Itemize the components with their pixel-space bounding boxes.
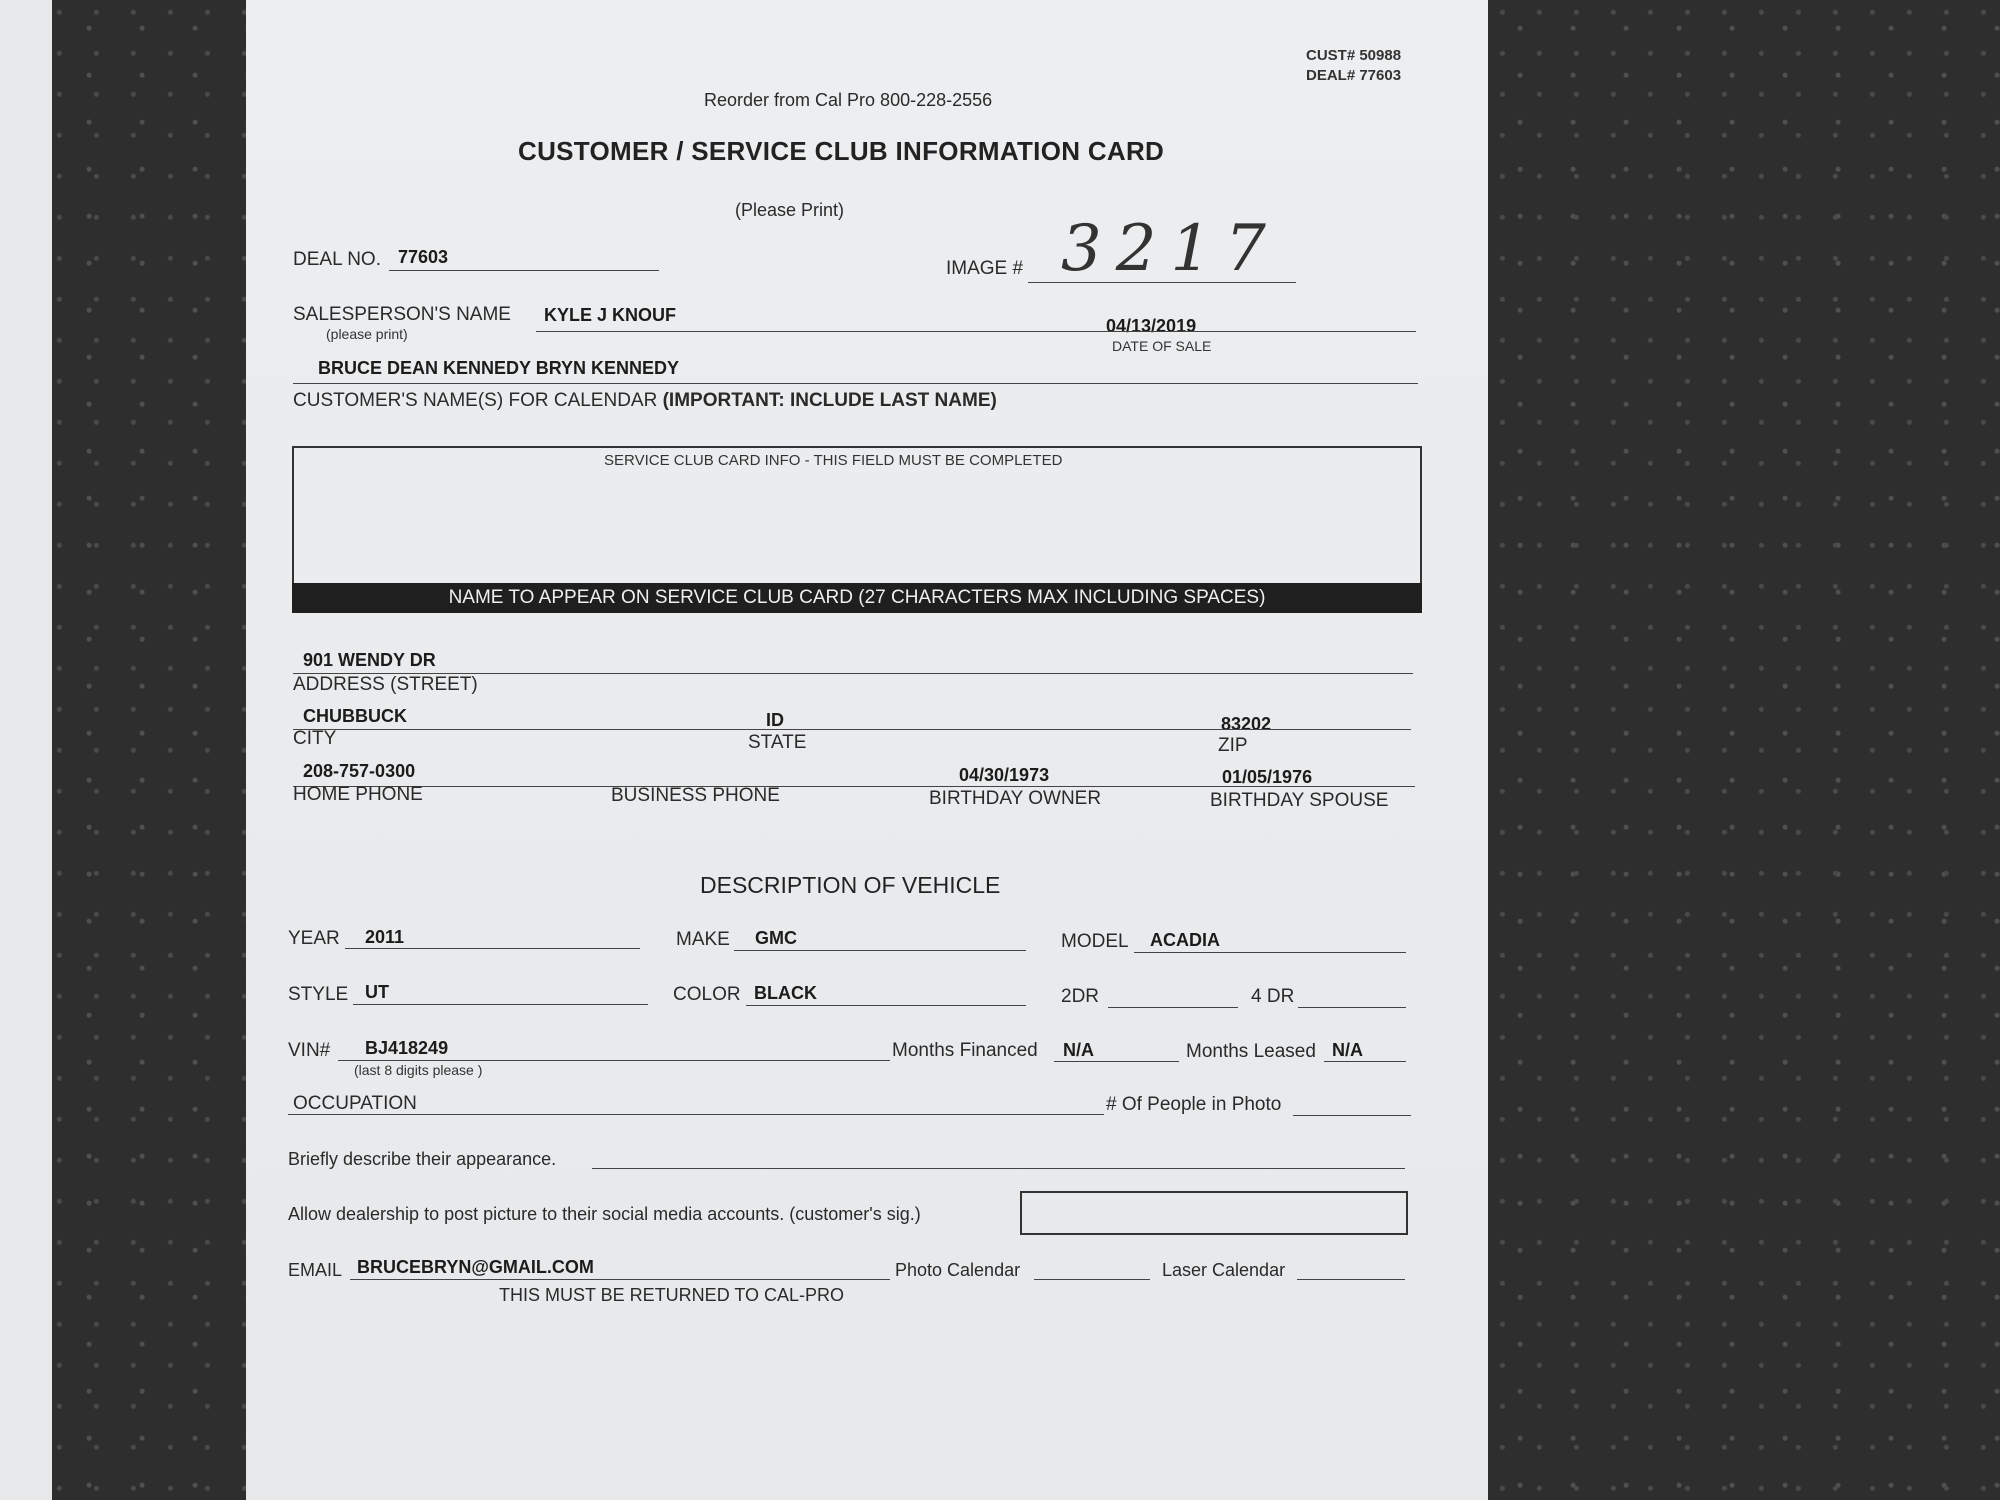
occupation-line bbox=[288, 1114, 1104, 1115]
zip-value: 83202 bbox=[1221, 714, 1272, 734]
months-leased-value: N/A bbox=[1332, 1040, 1363, 1060]
color-label: COLOR bbox=[673, 984, 741, 1005]
appearance-line bbox=[592, 1168, 1405, 1169]
business-phone-label: BUSINESS PHONE bbox=[611, 785, 780, 806]
occupation-label: OCCUPATION bbox=[293, 1093, 417, 1114]
home-phone-value: 208-757-0300 bbox=[303, 761, 416, 781]
months-leased-line bbox=[1324, 1061, 1406, 1062]
people-in-photo-line bbox=[1293, 1115, 1411, 1116]
social-media-label: Allow dealership to post picture to their social media accounts. (customer's sig.) bbox=[288, 1204, 921, 1224]
birthday-owner-label: BIRTHDAY OWNER bbox=[929, 788, 1102, 809]
image-value-handwritten: 3217 bbox=[1061, 212, 1280, 286]
customer-names-label: CUSTOMER'S NAME(S) FOR CALENDAR (IMPORTANT: INCLUDE LAST NAME) bbox=[293, 390, 997, 411]
birthday-spouse-value: 01/05/1976 bbox=[1222, 767, 1313, 787]
vin-line bbox=[338, 1060, 890, 1061]
laser-calendar-line bbox=[1297, 1279, 1405, 1280]
return-note: THIS MUST BE RETURNED TO CAL-PRO bbox=[499, 1285, 845, 1305]
make-value: GMC bbox=[755, 928, 797, 948]
vin-value: BJ418249 bbox=[365, 1038, 449, 1058]
months-financed-line bbox=[1054, 1061, 1179, 1062]
salesperson-value: KYLE J KNOUF bbox=[544, 305, 677, 325]
appearance-label: Briefly describe their appearance. bbox=[288, 1149, 557, 1169]
model-value: ACADIA bbox=[1150, 930, 1220, 950]
style-line bbox=[353, 1004, 648, 1005]
color-line bbox=[746, 1005, 1026, 1006]
style-value: UT bbox=[365, 982, 389, 1002]
year-value: 2011 bbox=[365, 927, 405, 947]
address-label: ADDRESS (STREET) bbox=[293, 674, 478, 695]
vin-label: VIN# bbox=[288, 1040, 331, 1061]
city-value: CHUBBUCK bbox=[303, 706, 407, 726]
service-club-name-bar: NAME TO APPEAR ON SERVICE CLUB CARD (27 CHARACTERS MAX INCLUDING SPACES) bbox=[292, 583, 1422, 613]
zip-label: ZIP bbox=[1218, 735, 1248, 756]
home-phone-label: HOME PHONE bbox=[293, 784, 423, 805]
two-dr-line bbox=[1108, 1007, 1238, 1008]
photo-calendar-label: Photo Calendar bbox=[895, 1260, 1021, 1280]
address-value: 901 WENDY DR bbox=[303, 650, 436, 670]
months-financed-label: Months Financed bbox=[892, 1040, 1038, 1061]
service-club-title: SERVICE CLUB CARD INFO - THIS FIELD MUST BE COMPLETED bbox=[604, 452, 1063, 469]
deal-number-top: DEAL# 77603 bbox=[1306, 67, 1402, 84]
birthday-spouse-label: BIRTHDAY SPOUSE bbox=[1210, 790, 1389, 811]
model-label: MODEL bbox=[1061, 931, 1129, 952]
image-line bbox=[1028, 282, 1296, 283]
color-value: BLACK bbox=[754, 983, 817, 1003]
salesperson-line bbox=[536, 331, 1416, 332]
cust-number: CUST# 50988 bbox=[1306, 47, 1402, 64]
date-of-sale-label: DATE OF SALE bbox=[1112, 338, 1212, 354]
four-dr-label: 4 DR bbox=[1251, 986, 1295, 1007]
salesperson-label: SALESPERSON'S NAME bbox=[293, 304, 511, 325]
vehicle-heading: DESCRIPTION OF VEHICLE bbox=[700, 872, 1001, 898]
email-label: EMAIL bbox=[288, 1260, 343, 1280]
image-label: IMAGE # bbox=[946, 258, 1024, 279]
year-line bbox=[345, 948, 640, 949]
photo-calendar-line bbox=[1034, 1279, 1150, 1280]
deal-no-line bbox=[389, 270, 659, 271]
salesperson-hint: (please print) bbox=[326, 326, 408, 342]
reorder-note: Reorder from Cal Pro 800-228-2556 bbox=[704, 90, 993, 110]
deal-no-label: DEAL NO. bbox=[293, 249, 381, 270]
style-label: STYLE bbox=[288, 984, 349, 1005]
form-title: CUSTOMER / SERVICE CLUB INFORMATION CARD bbox=[518, 136, 1165, 166]
make-label: MAKE bbox=[676, 929, 730, 950]
state-label: STATE bbox=[748, 732, 807, 753]
email-line bbox=[350, 1279, 890, 1280]
city-label: CITY bbox=[293, 728, 337, 749]
people-in-photo-label: # Of People in Photo bbox=[1106, 1094, 1282, 1115]
model-line bbox=[1134, 952, 1406, 953]
birthday-owner-value: 04/30/1973 bbox=[959, 765, 1050, 785]
background-paper-edge bbox=[0, 0, 52, 1500]
vin-hint: (last 8 digits please ) bbox=[354, 1062, 483, 1078]
social-media-signature-box[interactable] bbox=[1020, 1191, 1408, 1235]
deal-no-value: 77603 bbox=[398, 247, 449, 267]
make-line bbox=[734, 950, 1026, 951]
laser-calendar-label: Laser Calendar bbox=[1162, 1260, 1286, 1280]
state-value: ID bbox=[766, 710, 784, 730]
phones-line bbox=[293, 786, 1415, 787]
months-leased-label: Months Leased bbox=[1186, 1041, 1316, 1062]
two-dr-label: 2DR bbox=[1061, 986, 1100, 1007]
please-print: (Please Print) bbox=[735, 200, 845, 220]
customer-names-value: BRUCE DEAN KENNEDY BRYN KENNEDY bbox=[318, 358, 680, 378]
four-dr-line bbox=[1298, 1007, 1406, 1008]
email-value: BRUCEBRYN@GMAIL.COM bbox=[357, 1257, 594, 1277]
year-label: YEAR bbox=[288, 928, 340, 949]
months-financed-value: N/A bbox=[1063, 1040, 1094, 1060]
city-line bbox=[293, 729, 1411, 730]
date-of-sale-value: 04/13/2019 bbox=[1106, 316, 1197, 336]
customer-names-line bbox=[293, 383, 1418, 384]
info-card bbox=[246, 0, 1488, 1500]
